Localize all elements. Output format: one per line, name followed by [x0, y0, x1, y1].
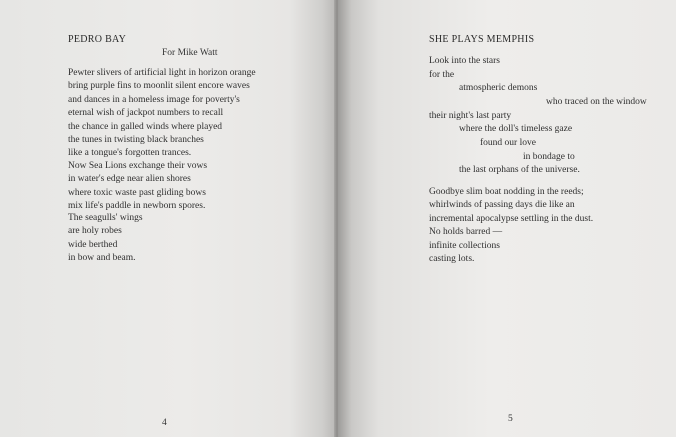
- poem-line: eternal wish of jackpot numbers to recall: [68, 108, 224, 119]
- poem-line: where the doll's timeless gaze: [459, 124, 573, 134]
- poem-line: Look into the stars: [429, 56, 500, 66]
- poem-line: who traced on the window: [546, 97, 647, 107]
- she-plays-memphis-stanza-2: [429, 186, 593, 266]
- poem-line: whirlwinds of passing days die like an: [429, 200, 575, 211]
- poem-line: atmospheric demons: [459, 83, 538, 93]
- poem-line: incremental apocalypse settling in the dust.: [429, 213, 594, 224]
- poem-title-she-plays-memphis: SHE PLAYS MEMPHIS: [429, 34, 535, 45]
- poem-line: for the: [429, 70, 455, 80]
- poem-line: wide berthed: [68, 239, 118, 250]
- poem-line: and dances in a homeless image for poverty's: [68, 94, 240, 105]
- poem-line: No holds barred —: [429, 227, 503, 238]
- poem-line: in water's edge near alien shores: [68, 174, 191, 185]
- poem-line: infinite collections: [429, 240, 500, 251]
- poem-line: in bow and beam.: [68, 253, 136, 264]
- right-page: [338, 0, 676, 437]
- poem-line: their night's last party: [429, 111, 512, 121]
- page-number-right: 5: [508, 414, 513, 424]
- poem-line: the last orphans of the universe.: [459, 165, 580, 175]
- poem-line: The seagulls' wings: [68, 213, 143, 223]
- pedro-bay-stanza-1: [68, 67, 256, 161]
- poem-dedication: For Mike Watt: [162, 48, 218, 58]
- poem-line: the tunes in twisting black branches: [68, 135, 204, 146]
- poem-title-pedro-bay: PEDRO BAY: [68, 34, 127, 45]
- poem-line: Now Sea Lions exchange their vows: [68, 161, 208, 171]
- poem-line: Goodbye slim boat nodding in the reeds;: [429, 187, 584, 197]
- poem-line: Pewter slivers of artificial light in horizon orange: [68, 68, 256, 78]
- left-page: [0, 0, 336, 437]
- poem-line: casting lots.: [429, 254, 475, 265]
- poem-line: in bondage to: [523, 152, 575, 162]
- poem-line: like a tongue's forgotten trances.: [68, 148, 192, 159]
- poem-line: the chance in galled winds where played: [68, 121, 223, 132]
- pedro-bay-stanza-2: [68, 160, 207, 214]
- poem-line: are holy robes: [68, 226, 122, 237]
- page-number-left: 4: [162, 418, 167, 428]
- poem-line: found our love: [480, 138, 536, 148]
- poem-line: bring purple fins to moonlit silent encore waves: [68, 81, 250, 92]
- poem-line: mix life's paddle in newborn spores.: [68, 201, 206, 212]
- poem-line: where toxic waste past gliding bows: [68, 187, 206, 198]
- pedro-bay-stanza-3: [68, 212, 143, 266]
